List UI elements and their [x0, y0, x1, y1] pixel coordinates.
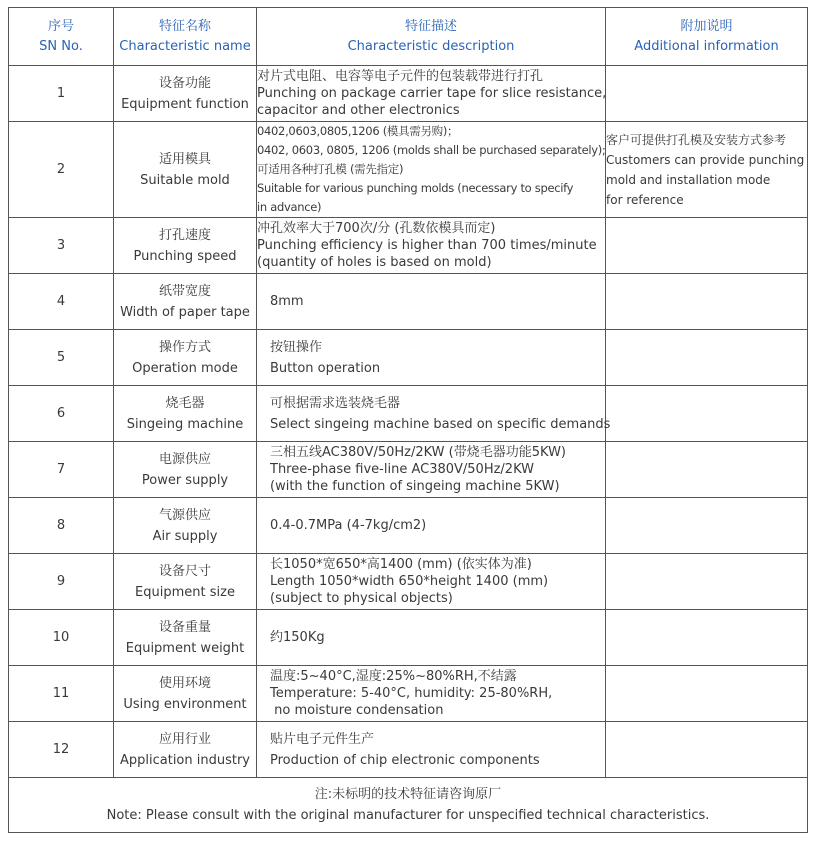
- row-name: [114, 66, 257, 122]
- row-name-en: Suitable mold: [140, 172, 230, 188]
- row-name: [114, 218, 257, 274]
- row-desc-line: 按钮操作: [270, 339, 323, 355]
- row-name-en: Equipment function: [121, 96, 249, 112]
- row-info-line: mold and installation mode: [606, 172, 771, 187]
- row-info: [606, 666, 808, 722]
- row-name-zh: 设备重量: [158, 619, 211, 635]
- row-info-line: Customers can provide punching: [606, 152, 805, 167]
- row-name-zh: 电源供应: [158, 451, 211, 467]
- row-desc: [257, 554, 606, 610]
- row-desc: [257, 274, 606, 330]
- row-desc-line: Length 1050*width 650*height 1400 (mm): [270, 574, 549, 589]
- table-row: [9, 554, 808, 610]
- row-name: [114, 274, 257, 330]
- row-info: [606, 218, 808, 274]
- row-info-line: 客户可提供打孔模及安装方式参考: [606, 132, 787, 147]
- row-name: [114, 666, 257, 722]
- row-desc-line: 可适用各种打孔模 (需先指定): [257, 162, 404, 176]
- row-desc-line: 可根据需求选装烧毛器: [270, 395, 401, 411]
- row-desc-line: Select singeing machine based on specific demands: [270, 416, 611, 432]
- row-name-en: Width of paper tape: [120, 304, 250, 320]
- row-desc-line: (with the function of singeing machine 5KW): [270, 479, 560, 494]
- row-sn: 8: [9, 498, 114, 554]
- row-name-en: Using environment: [123, 696, 247, 712]
- row-desc-line: 0.4-0.7MPa (4-7kg/cm2): [270, 518, 427, 533]
- row-desc-line: Temperature: 5-40°C, humidity: 25-80%RH,: [270, 686, 553, 701]
- table-row: [9, 274, 808, 330]
- table-row: [9, 330, 808, 386]
- row-name: [114, 554, 257, 610]
- row-desc-line: capacitor and other electronics: [257, 103, 460, 118]
- row-desc-line: 对片式电阻、电容等电子元件的包装载带进行打孔: [257, 69, 544, 84]
- row-desc: [257, 122, 606, 218]
- row-name-en: Equipment size: [135, 584, 235, 600]
- row-desc-line: 0402, 0603, 0805, 1206 (molds shall be purchased separately);: [257, 143, 606, 157]
- row-info: [606, 386, 808, 442]
- header-sn: [9, 8, 114, 66]
- row-desc-line: 贴片电子元件生产: [270, 731, 375, 747]
- row-info: [606, 274, 808, 330]
- row-desc-line: 约150Kg: [270, 630, 325, 645]
- row-name-zh: 打孔速度: [158, 227, 211, 243]
- row-desc: [257, 442, 606, 498]
- row-desc: [257, 330, 606, 386]
- row-name-zh: 适用模具: [158, 151, 211, 167]
- row-name: [114, 498, 257, 554]
- row-desc: [257, 666, 606, 722]
- row-info: [606, 122, 808, 218]
- row-desc-line: Punching on package carrier tape for slice resistance,: [257, 86, 607, 101]
- row-desc-line: 8mm: [270, 294, 304, 309]
- spec-table-container: [8, 7, 807, 833]
- row-desc-line: (quantity of holes is based on mold): [257, 255, 492, 270]
- row-desc-line: 冲孔效率大于700次/分 (孔数依模具而定): [257, 221, 496, 236]
- header-desc-zh: 特征描述: [404, 18, 457, 34]
- table-row: [9, 122, 808, 218]
- row-name: [114, 442, 257, 498]
- row-sn: 1: [9, 66, 114, 122]
- row-info: [606, 722, 808, 778]
- header-name-en: Characteristic name: [119, 38, 251, 54]
- header-desc: [257, 8, 606, 66]
- row-desc-line: Button operation: [270, 360, 381, 376]
- row-desc-line: Three-phase five-line AC380V/50Hz/2KW: [270, 462, 534, 477]
- row-name-zh: 气源供应: [158, 507, 211, 523]
- row-info: [606, 66, 808, 122]
- header-info: [606, 8, 808, 66]
- row-desc: [257, 66, 606, 122]
- table-row: [9, 442, 808, 498]
- table-row: [9, 218, 808, 274]
- row-sn: 11: [9, 666, 114, 722]
- row-desc-line: in advance): [257, 200, 322, 214]
- row-name-zh: 设备尺寸: [158, 563, 211, 579]
- row-name-en: Punching speed: [133, 248, 237, 264]
- row-name-en: Equipment weight: [125, 640, 245, 656]
- table-row: [9, 498, 808, 554]
- row-name: [114, 722, 257, 778]
- row-name-en: Power supply: [141, 472, 229, 488]
- footnote-zh: 注:未标明的技术特征请咨询原厂: [314, 787, 502, 802]
- row-name-en: Operation mode: [132, 360, 238, 376]
- row-desc-line: no moisture condensation: [270, 703, 444, 718]
- row-name-zh: 应用行业: [158, 731, 211, 747]
- row-name-zh: 设备功能: [158, 75, 211, 91]
- row-name-en: Application industry: [119, 752, 251, 768]
- row-sn: 2: [9, 122, 114, 218]
- table-header-row: [9, 8, 808, 66]
- row-desc-line: Production of chip electronic components: [270, 752, 540, 768]
- header-info-en: Additional information: [634, 38, 779, 54]
- row-info: [606, 330, 808, 386]
- row-name: [114, 330, 257, 386]
- row-info: [606, 442, 808, 498]
- row-info: [606, 554, 808, 610]
- header-name: [114, 8, 257, 66]
- specification-table: [8, 7, 808, 833]
- footnote-en: Note: Please consult with the original manufacturer for unspecified technical characteristics.: [106, 808, 710, 823]
- row-desc: [257, 218, 606, 274]
- row-desc-line: Punching efficiency is higher than 700 times/minute: [257, 238, 597, 253]
- table-row: [9, 610, 808, 666]
- row-name-zh: 使用环境: [158, 675, 211, 691]
- row-sn: 3: [9, 218, 114, 274]
- row-desc: [257, 610, 606, 666]
- table-row: [9, 386, 808, 442]
- header-sn-en: SN No.: [39, 38, 83, 54]
- row-name-en: Singeing machine: [126, 416, 244, 432]
- row-desc-line: 温度:5~40°C,湿度:25%~80%RH,不结露: [270, 669, 517, 684]
- row-name-zh: 纸带宽度: [158, 283, 211, 299]
- row-info: [606, 610, 808, 666]
- row-desc-line: Suitable for various punching molds (necessary to specify: [257, 181, 574, 195]
- row-desc-line: (subject to physical objects): [270, 591, 453, 606]
- row-sn: 7: [9, 442, 114, 498]
- row-info: [606, 498, 808, 554]
- row-desc-line: 0402,0603,0805,1206 (模具需另购)；: [257, 124, 459, 138]
- header-desc-en: Characteristic description: [347, 38, 515, 54]
- header-info-zh: 附加说明: [680, 18, 733, 34]
- row-desc: [257, 722, 606, 778]
- row-sn: 12: [9, 722, 114, 778]
- table-note-row: [9, 778, 808, 833]
- table-row: [9, 666, 808, 722]
- row-name: [114, 386, 257, 442]
- row-desc-line: 长1050*宽650*高1400 (mm) (依实体为准): [270, 557, 532, 572]
- row-desc-line: 三相五线AC380V/50Hz/2KW (带烧毛器功能5KW): [270, 445, 566, 460]
- row-sn: 5: [9, 330, 114, 386]
- table-row: [9, 66, 808, 122]
- row-name-zh: 操作方式: [158, 339, 211, 355]
- table-row: [9, 722, 808, 778]
- header-sn-zh: 序号: [47, 18, 74, 34]
- row-desc: [257, 386, 611, 442]
- row-name-en: Air supply: [152, 528, 218, 544]
- row-sn: 4: [9, 274, 114, 330]
- row-info-line: for reference: [606, 192, 684, 207]
- table-footnote: [9, 778, 808, 833]
- row-desc: [257, 498, 606, 554]
- row-sn: 6: [9, 386, 114, 442]
- row-sn: 10: [9, 610, 114, 666]
- row-name: [114, 122, 257, 218]
- header-name-zh: 特征名称: [158, 18, 211, 34]
- row-sn: 9: [9, 554, 114, 610]
- row-name: [114, 610, 257, 666]
- row-name-zh: 烧毛器: [165, 395, 205, 411]
